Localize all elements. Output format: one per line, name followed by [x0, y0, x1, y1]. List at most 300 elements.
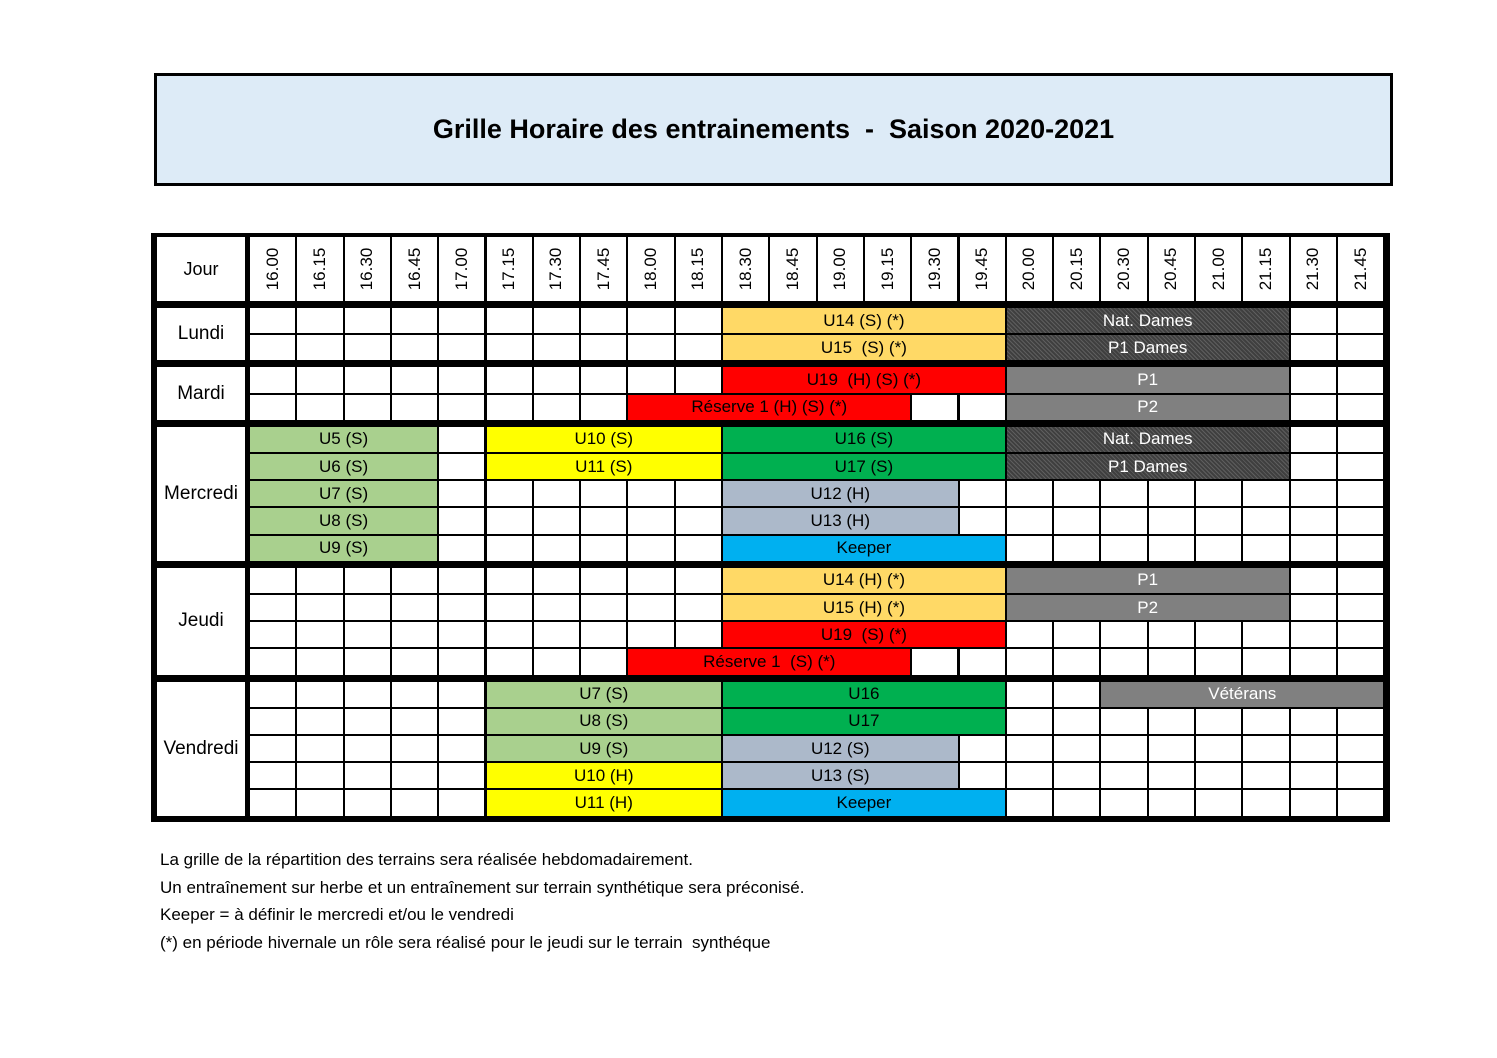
time-slot-cell [391, 334, 438, 361]
time-slot-cell [1195, 507, 1242, 534]
time-header-label: 17.00 [451, 247, 471, 291]
time-header-cell [959, 236, 1006, 302]
time-slot-cell [1100, 789, 1147, 816]
time-slot-cell [533, 648, 580, 675]
session-label: Keeper [836, 792, 892, 812]
time-slot-cell [1290, 426, 1337, 453]
time-slot-cell [580, 480, 627, 507]
time-slot-cell [1242, 535, 1289, 562]
time-header-label: 18.30 [735, 247, 755, 291]
time-slot-cell [627, 480, 674, 507]
time-slot-cell [675, 567, 722, 594]
time-header-cell [817, 236, 864, 302]
time-slot-cell [627, 594, 674, 621]
time-slot-cell [580, 366, 627, 393]
session-label: U19 (S) (*) [820, 624, 907, 644]
time-slot-cell [1100, 480, 1147, 507]
time-slot-cell [249, 334, 296, 361]
day-label-cell [156, 567, 246, 676]
time-header-cell [391, 236, 438, 302]
session-label: U19 (H) (S) (*) [806, 369, 922, 389]
time-slot-cell [1290, 535, 1337, 562]
time-slot-cell [580, 507, 627, 534]
time-slot-cell [344, 735, 391, 762]
time-header-label: 18.15 [688, 247, 708, 291]
time-slot-cell [580, 621, 627, 648]
time-slot-cell [1337, 735, 1384, 762]
time-slot-cell [438, 394, 485, 421]
time-slot-cell [627, 366, 674, 393]
session-label: U15 (S) (*) [820, 337, 907, 357]
time-slot-cell [1290, 789, 1337, 816]
time-slot-cell [1006, 648, 1053, 675]
time-slot-cell [1006, 535, 1053, 562]
time-slot-cell [627, 307, 674, 334]
time-header-label: 18.00 [641, 247, 661, 291]
session-block [722, 762, 959, 789]
time-slot-cell [438, 648, 485, 675]
time-slot-cell [1053, 648, 1100, 675]
time-header-label: 20.15 [1066, 247, 1086, 291]
time-slot-cell [533, 394, 580, 421]
time-slot-cell [296, 789, 343, 816]
time-slot-cell [438, 453, 485, 480]
session-block [722, 480, 959, 507]
session-block [1006, 394, 1290, 421]
session-block [486, 762, 723, 789]
time-slot-cell [249, 621, 296, 648]
session-label: Réserve 1 (S) (*) [703, 651, 836, 671]
time-slot-cell [533, 535, 580, 562]
time-slot-cell [1053, 762, 1100, 789]
time-slot-cell [1100, 507, 1147, 534]
time-header-cell [296, 236, 343, 302]
time-slot-cell [344, 567, 391, 594]
session-block [249, 535, 438, 562]
time-slot-cell [1148, 621, 1195, 648]
time-header-label: 19.45 [972, 247, 992, 291]
time-slot-cell [438, 681, 485, 708]
time-header-cell [533, 236, 580, 302]
session-label: P1 [1137, 570, 1159, 590]
time-slot-cell [1148, 735, 1195, 762]
time-slot-cell [1242, 648, 1289, 675]
session-label: U17 [848, 711, 880, 731]
session-label: U6 (S) [319, 456, 369, 476]
time-header-cell [1053, 236, 1100, 302]
session-label: P2 [1137, 597, 1159, 617]
session-block [722, 426, 1006, 453]
time-header-cell [769, 236, 816, 302]
time-slot-cell [1337, 507, 1384, 534]
session-label: U7 (S) [319, 483, 369, 503]
time-slot-cell [438, 480, 485, 507]
time-slot-cell [533, 307, 580, 334]
session-label: U11 (S) [575, 456, 633, 476]
time-header-label: 19.00 [830, 247, 850, 291]
time-slot-cell [1242, 480, 1289, 507]
session-block [1006, 453, 1290, 480]
time-slot-cell [675, 621, 722, 648]
time-slot-cell [249, 762, 296, 789]
session-label: Keeper [836, 538, 892, 558]
time-header-cell [1148, 236, 1195, 302]
time-slot-cell [486, 507, 533, 534]
time-slot-cell [1290, 307, 1337, 334]
session-block [722, 708, 1006, 735]
session-label: U5 (S) [319, 429, 369, 449]
time-slot-cell [675, 507, 722, 534]
session-block [486, 681, 723, 708]
session-block [486, 453, 723, 480]
time-header-cell [1006, 236, 1053, 302]
time-slot-cell [675, 480, 722, 507]
session-block [1006, 334, 1290, 361]
time-slot-cell [1290, 621, 1337, 648]
time-slot-cell [580, 594, 627, 621]
time-slot-cell [391, 621, 438, 648]
time-slot-cell [675, 535, 722, 562]
time-slot-cell [1290, 648, 1337, 675]
time-slot-cell [1290, 594, 1337, 621]
time-header-cell [438, 236, 485, 302]
note-line: Un entraînement sur herbe et un entraînement sur terrain synthétique sera préconisé. [160, 877, 805, 897]
time-slot-cell [1100, 735, 1147, 762]
session-block [722, 453, 1006, 480]
time-header-label: 20.45 [1161, 247, 1181, 291]
time-slot-cell [1290, 762, 1337, 789]
session-label: U10 (S) [574, 429, 634, 449]
session-block [722, 621, 1006, 648]
time-slot-cell [1148, 648, 1195, 675]
time-slot-cell [391, 735, 438, 762]
time-slot-cell [675, 594, 722, 621]
time-slot-cell [675, 366, 722, 393]
session-block [1100, 681, 1384, 708]
time-header-label: 21.15 [1255, 247, 1275, 291]
time-slot-cell [1148, 708, 1195, 735]
session-block [722, 681, 1006, 708]
session-label: Nat. Dames [1102, 310, 1193, 330]
time-slot-cell [533, 507, 580, 534]
time-slot-cell [486, 648, 533, 675]
time-slot-cell [959, 735, 1006, 762]
session-block [722, 567, 1006, 594]
session-block [249, 453, 438, 480]
time-header-label: 16.45 [404, 247, 424, 291]
time-slot-cell [249, 366, 296, 393]
session-label: U11 (H) [574, 792, 633, 812]
time-slot-cell [580, 307, 627, 334]
time-slot-cell [1006, 789, 1053, 816]
time-slot-cell [1290, 366, 1337, 393]
time-slot-cell [1337, 453, 1384, 480]
session-block [722, 334, 1006, 361]
time-slot-cell [1242, 708, 1289, 735]
session-label: U14 (H) (*) [822, 570, 905, 590]
note-line: (*) en période hivernale un rôle sera réalisé pour le jeudi sur le terrain synthéque [160, 932, 771, 952]
time-slot-cell [344, 789, 391, 816]
day-label-cell [156, 426, 246, 562]
time-slot-cell [1148, 762, 1195, 789]
time-slot-cell [1337, 480, 1384, 507]
time-header-cell [1337, 236, 1384, 302]
session-block [486, 735, 723, 762]
time-slot-cell [296, 567, 343, 594]
time-slot-cell [1148, 535, 1195, 562]
time-header-cell [911, 236, 958, 302]
time-slot-cell [391, 594, 438, 621]
time-slot-cell [391, 366, 438, 393]
time-header-label: 16.30 [357, 247, 377, 291]
time-slot-cell [344, 594, 391, 621]
time-slot-cell [1148, 507, 1195, 534]
time-slot-cell [438, 535, 485, 562]
time-slot-cell [249, 567, 296, 594]
time-slot-cell [1195, 708, 1242, 735]
time-slot-cell [627, 334, 674, 361]
time-slot-cell [344, 762, 391, 789]
time-slot-cell [1337, 762, 1384, 789]
time-slot-cell [1337, 366, 1384, 393]
time-header-label: 17.15 [499, 247, 519, 291]
time-slot-cell [1053, 507, 1100, 534]
time-header-label: 17.45 [593, 247, 613, 291]
session-block [722, 366, 1006, 393]
time-slot-cell [580, 567, 627, 594]
time-slot-cell [1053, 681, 1100, 708]
time-slot-cell [296, 762, 343, 789]
time-slot-cell [438, 594, 485, 621]
session-label: U9 (S) [319, 538, 369, 558]
session-block [249, 426, 438, 453]
time-slot-cell [1242, 507, 1289, 534]
time-slot-cell [911, 648, 958, 675]
time-slot-cell [1337, 567, 1384, 594]
time-slot-cell [959, 480, 1006, 507]
time-header-label: 21.45 [1350, 247, 1370, 291]
time-slot-cell [1053, 789, 1100, 816]
time-slot-cell [391, 307, 438, 334]
time-slot-cell [627, 621, 674, 648]
time-slot-cell [249, 681, 296, 708]
time-slot-cell [1195, 535, 1242, 562]
time-slot-cell [296, 735, 343, 762]
time-slot-cell [675, 307, 722, 334]
session-label: U12 (S) [810, 738, 870, 758]
time-slot-cell [486, 480, 533, 507]
session-label: U15 (H) (*) [822, 597, 905, 617]
session-block [627, 394, 911, 421]
time-slot-cell [486, 307, 533, 334]
session-block [1006, 567, 1290, 594]
time-slot-cell [296, 681, 343, 708]
day-label: Lundi [177, 323, 225, 345]
notes [160, 846, 804, 956]
session-label: U17 (S) [834, 456, 894, 476]
time-slot-cell [438, 366, 485, 393]
time-slot-cell [1290, 567, 1337, 594]
time-slot-cell [249, 594, 296, 621]
time-slot-cell [296, 394, 343, 421]
day-label: Jeudi [178, 610, 224, 632]
time-slot-cell [1053, 735, 1100, 762]
time-slot-cell [959, 762, 1006, 789]
time-slot-cell [1337, 621, 1384, 648]
session-block [722, 535, 1006, 562]
time-slot-cell [580, 535, 627, 562]
time-slot-cell [344, 648, 391, 675]
time-slot-cell [391, 708, 438, 735]
time-header-cell [344, 236, 391, 302]
session-block [722, 789, 1006, 816]
time-slot-cell [580, 394, 627, 421]
time-slot-cell [296, 594, 343, 621]
session-block [249, 480, 438, 507]
time-slot-cell [344, 366, 391, 393]
time-slot-cell [296, 307, 343, 334]
time-slot-cell [486, 334, 533, 361]
time-slot-cell [1337, 789, 1384, 816]
time-slot-cell [1242, 621, 1289, 648]
time-slot-cell [1337, 594, 1384, 621]
day-label-cell [156, 681, 246, 817]
time-slot-cell [344, 334, 391, 361]
time-slot-cell [1195, 648, 1242, 675]
time-slot-cell [296, 648, 343, 675]
session-block [1006, 426, 1290, 453]
day-label-cell [156, 307, 246, 361]
time-slot-cell [344, 394, 391, 421]
session-label: U12 (H) [810, 483, 870, 503]
time-slot-cell [1337, 535, 1384, 562]
time-header-cell [1100, 236, 1147, 302]
time-header-cell [486, 236, 533, 302]
session-label: U9 (S) [579, 738, 629, 758]
time-slot-cell [1195, 762, 1242, 789]
time-slot-cell [1242, 762, 1289, 789]
day-label-cell [156, 366, 246, 420]
session-label: U8 (S) [579, 711, 629, 731]
time-header-label: 20.30 [1114, 247, 1134, 291]
session-label: U13 (S) [810, 765, 870, 785]
time-slot-cell [486, 366, 533, 393]
session-label: Réserve 1 (H) (S) (*) [691, 397, 848, 417]
time-slot-cell [391, 789, 438, 816]
time-header-label: 17.30 [546, 247, 566, 291]
time-slot-cell [1148, 480, 1195, 507]
time-slot-cell [486, 621, 533, 648]
time-slot-cell [438, 789, 485, 816]
time-slot-cell [1337, 334, 1384, 361]
time-slot-cell [533, 567, 580, 594]
session-block [249, 507, 438, 534]
session-label: Nat. Dames [1102, 429, 1193, 449]
time-header-cell [722, 236, 769, 302]
session-label: U16 [848, 684, 880, 704]
time-slot-cell [344, 621, 391, 648]
time-header-label: 16.15 [309, 247, 329, 291]
time-slot-cell [1053, 480, 1100, 507]
time-header-cell [1195, 236, 1242, 302]
time-slot-cell [438, 507, 485, 534]
time-slot-cell [533, 480, 580, 507]
time-slot-cell [486, 535, 533, 562]
time-header-label: 20.00 [1019, 247, 1039, 291]
time-slot-cell [1242, 789, 1289, 816]
time-slot-cell [533, 366, 580, 393]
time-header-label: 19.15 [877, 247, 897, 291]
time-slot-cell [249, 648, 296, 675]
session-label: U7 (S) [579, 684, 629, 704]
session-block [486, 426, 723, 453]
time-slot-cell [344, 708, 391, 735]
time-slot-cell [391, 394, 438, 421]
time-header-label: 16.00 [262, 247, 282, 291]
time-slot-cell [438, 307, 485, 334]
time-slot-cell [1290, 507, 1337, 534]
time-header-cell [627, 236, 674, 302]
time-slot-cell [911, 394, 958, 421]
session-block [1006, 594, 1290, 621]
time-slot-cell [1195, 735, 1242, 762]
time-slot-cell [627, 535, 674, 562]
time-slot-cell [344, 681, 391, 708]
time-slot-cell [296, 708, 343, 735]
time-slot-cell [1100, 535, 1147, 562]
time-slot-cell [1290, 453, 1337, 480]
note-line: Keeper = à définir le mercredi et/ou le vendredi [160, 905, 514, 924]
session-label: U16 (S) [834, 429, 894, 449]
time-slot-cell [438, 621, 485, 648]
session-block [722, 307, 1006, 334]
day-label: Mardi [177, 382, 225, 404]
time-slot-cell [249, 708, 296, 735]
session-label: Vétérans [1208, 684, 1277, 704]
time-slot-cell [1337, 708, 1384, 735]
time-slot-cell [1242, 735, 1289, 762]
time-slot-cell [1290, 394, 1337, 421]
time-slot-cell [1006, 507, 1053, 534]
time-slot-cell [438, 334, 485, 361]
time-slot-cell [533, 594, 580, 621]
time-header-label: 21.30 [1303, 247, 1323, 291]
session-block [486, 708, 723, 735]
time-slot-cell [959, 507, 1006, 534]
time-slot-cell [675, 334, 722, 361]
session-label: P1 Dames [1108, 456, 1188, 476]
time-slot-cell [1100, 708, 1147, 735]
time-slot-cell [438, 708, 485, 735]
time-slot-cell [391, 762, 438, 789]
session-label: U14 (S) (*) [823, 310, 905, 330]
time-slot-cell [1290, 334, 1337, 361]
time-slot-cell [438, 762, 485, 789]
time-slot-cell [1100, 621, 1147, 648]
session-label: U10 (H) [573, 765, 634, 785]
time-slot-cell [1053, 708, 1100, 735]
session-label: U13 (H) [810, 510, 870, 530]
time-slot-cell [438, 567, 485, 594]
time-slot-cell [1006, 681, 1053, 708]
time-slot-cell [627, 507, 674, 534]
time-slot-cell [391, 567, 438, 594]
time-slot-cell [1006, 621, 1053, 648]
session-label: P2 [1137, 397, 1159, 417]
time-slot-cell [1290, 480, 1337, 507]
time-slot-cell [486, 594, 533, 621]
session-label: U8 (S) [319, 510, 369, 530]
